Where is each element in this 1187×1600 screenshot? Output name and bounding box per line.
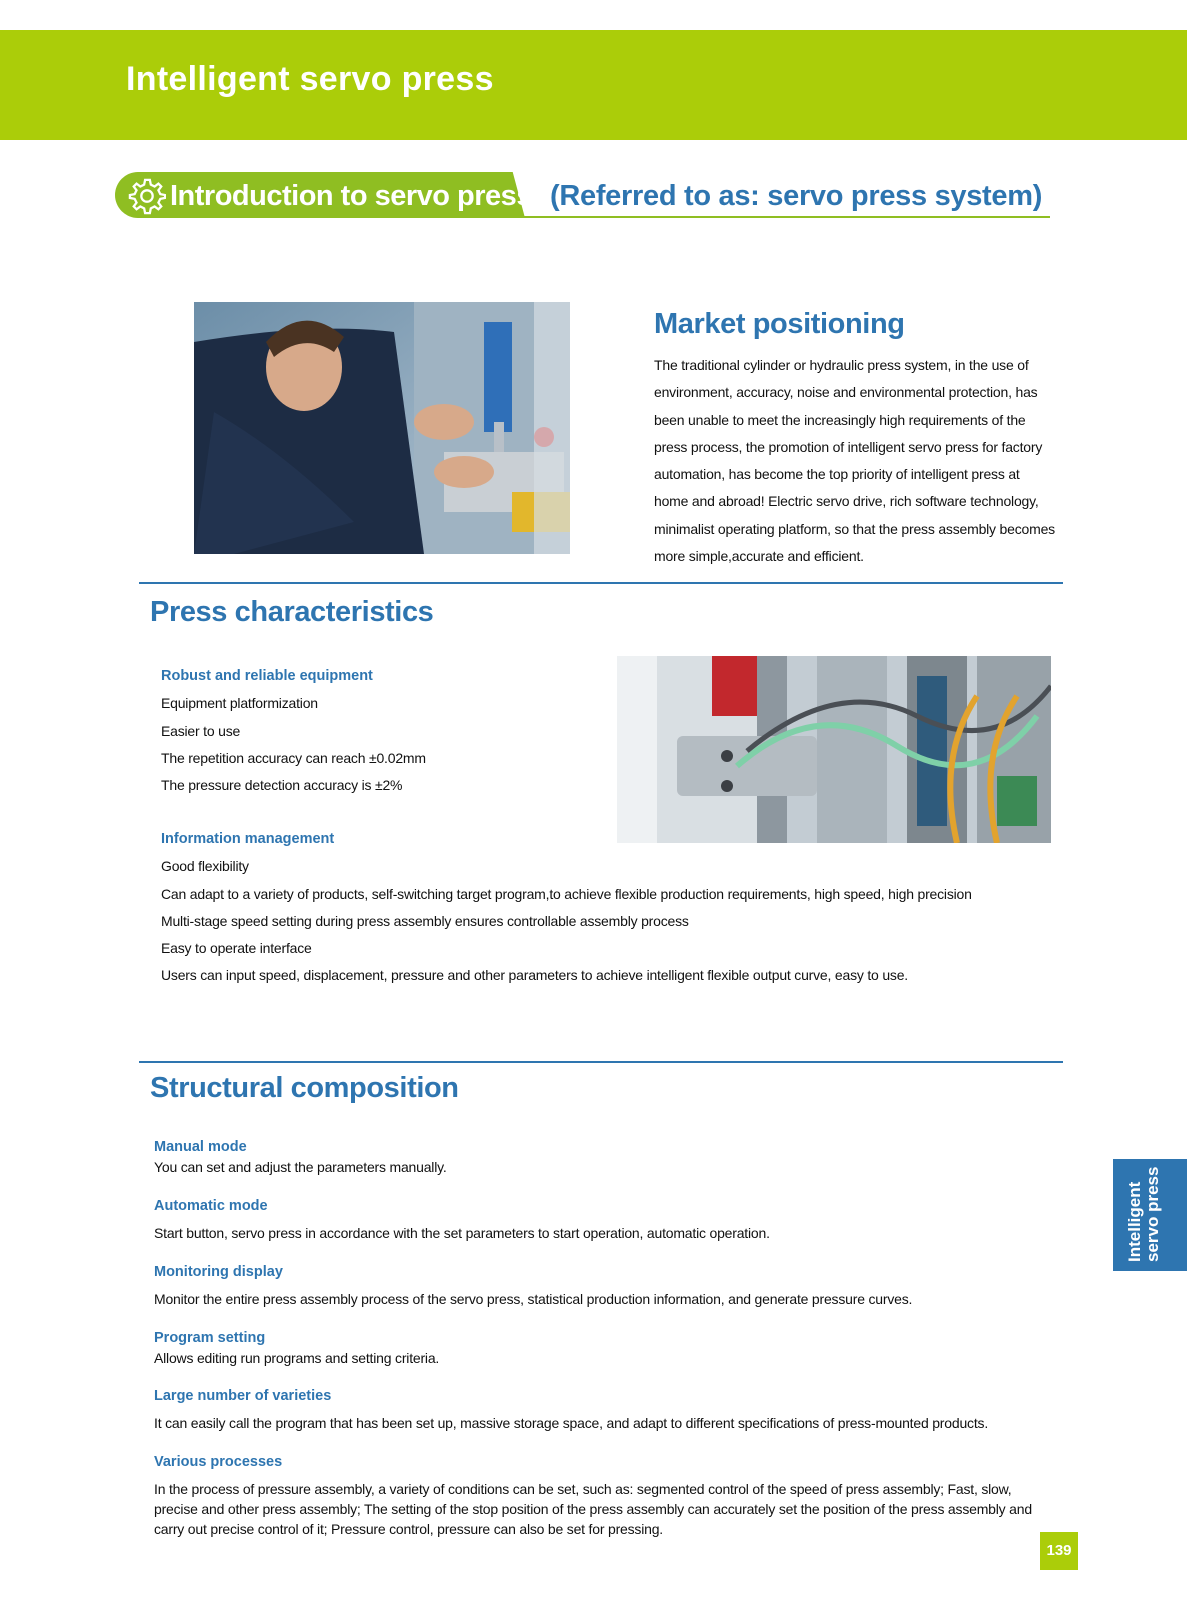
structure-item-title: Various processes — [154, 1454, 283, 1470]
list-item: Equipment platformization — [161, 695, 318, 712]
structure-item-title: Program setting — [154, 1330, 266, 1346]
intro-title: Introduction to servo press — [170, 180, 532, 212]
structure-item-title: Monitoring display — [154, 1264, 283, 1280]
side-tab-line: servo press — [1143, 1166, 1162, 1262]
market-line: more simple,accurate and efficient. — [654, 548, 864, 565]
list-item: The pressure detection accuracy is ±2% — [161, 777, 403, 794]
worker-photo — [194, 302, 570, 554]
structure-item-text: Start button, servo press in accordance with the set parameters to start operation, automatic operation. — [154, 1225, 770, 1241]
gear-icon — [128, 177, 166, 215]
machinery-photo — [617, 656, 1051, 843]
group-title: Information management — [161, 831, 335, 847]
section-divider — [139, 1061, 1063, 1063]
market-text — [654, 352, 1084, 570]
market-line: press process, the promotion of intelligent servo press for factory — [654, 438, 1043, 455]
structure-item — [154, 1452, 1054, 1539]
market-line: minimalist operating platform, so that the press assembly becomes — [654, 520, 1055, 537]
intro-subtitle: (Referred to as: servo press system) — [550, 180, 1043, 212]
structure-item-title: Manual mode — [154, 1139, 247, 1155]
characteristics-group — [161, 826, 972, 990]
list-item: Can adapt to a variety of products, self-switching target program,to achieve flexible production requirements, high speed, high precision — [161, 885, 972, 902]
list-item: Users can input speed, displacement, pressure and other parameters to achieve intelligent flexible output curve, easy to use. — [161, 967, 908, 984]
market-heading: Market positioning — [654, 308, 905, 340]
structure-item-title: Large number of varieties — [154, 1388, 332, 1404]
page-number: 139 — [1040, 1532, 1078, 1570]
list-item: Easier to use — [161, 722, 241, 739]
structure-item-text: Allows editing run programs and setting criteria. — [154, 1350, 440, 1366]
market-line: environment, accuracy, noise and environmental protection, has — [654, 384, 1038, 401]
list-item: The repetition accuracy can reach ±0.02mm — [161, 749, 426, 766]
intro-underline — [520, 216, 1050, 218]
characteristics-heading: Press characteristics — [150, 596, 434, 628]
structure-heading: Structural composition — [150, 1072, 459, 1104]
structure-item — [154, 1196, 1054, 1243]
side-tab-line: Intelligent — [1125, 1181, 1144, 1262]
list-item: Easy to operate interface — [161, 940, 312, 957]
section-divider — [139, 582, 1063, 584]
group-title: Robust and reliable equipment — [161, 668, 373, 684]
structure-item-text: You can set and adjust the parameters manually. — [154, 1159, 447, 1175]
structure-item — [154, 1386, 1054, 1433]
market-line: been unable to meet the increasingly high requirements of the — [654, 411, 1026, 428]
structure-item-title: Automatic mode — [154, 1198, 268, 1214]
structure-item-text: It can easily call the program that has been set up, massive storage space, and adapt to different specifications of press-mounted products. — [154, 1415, 989, 1431]
structure-item — [154, 1137, 1054, 1177]
structure-item-text: In the process of pressure assembly, a variety of conditions can be set, such as: segmented control of the speed of press assembly; Fast, slow, precise and other press assembly; The setting of the stop position of the press assembly can accurately set the position of the press assembly and carry out precise control of it; Pressure control, pressure can also be set for pressing. — [154, 1481, 1032, 1537]
market-line: home and abroad! Electric servo drive, rich software technology, — [654, 493, 1039, 510]
market-line: automation, has become the top priority of intelligent press at — [654, 466, 1020, 483]
page-title: Intelligent servo press — [126, 60, 494, 98]
market-line: The traditional cylinder or hydraulic press system, in the use of — [654, 357, 1029, 373]
characteristics-group — [161, 663, 426, 799]
list-item: Multi-stage speed setting during press assembly ensures controllable assembly process — [161, 912, 689, 929]
structure-item-text: Monitor the entire press assembly process of the servo press, statistical production information, and generate pressure curves. — [154, 1291, 913, 1307]
list-item: Good flexibility — [161, 858, 249, 875]
side-tab-label — [1126, 1158, 1162, 1262]
structure-item — [154, 1262, 1054, 1309]
structure-item — [154, 1328, 1054, 1368]
